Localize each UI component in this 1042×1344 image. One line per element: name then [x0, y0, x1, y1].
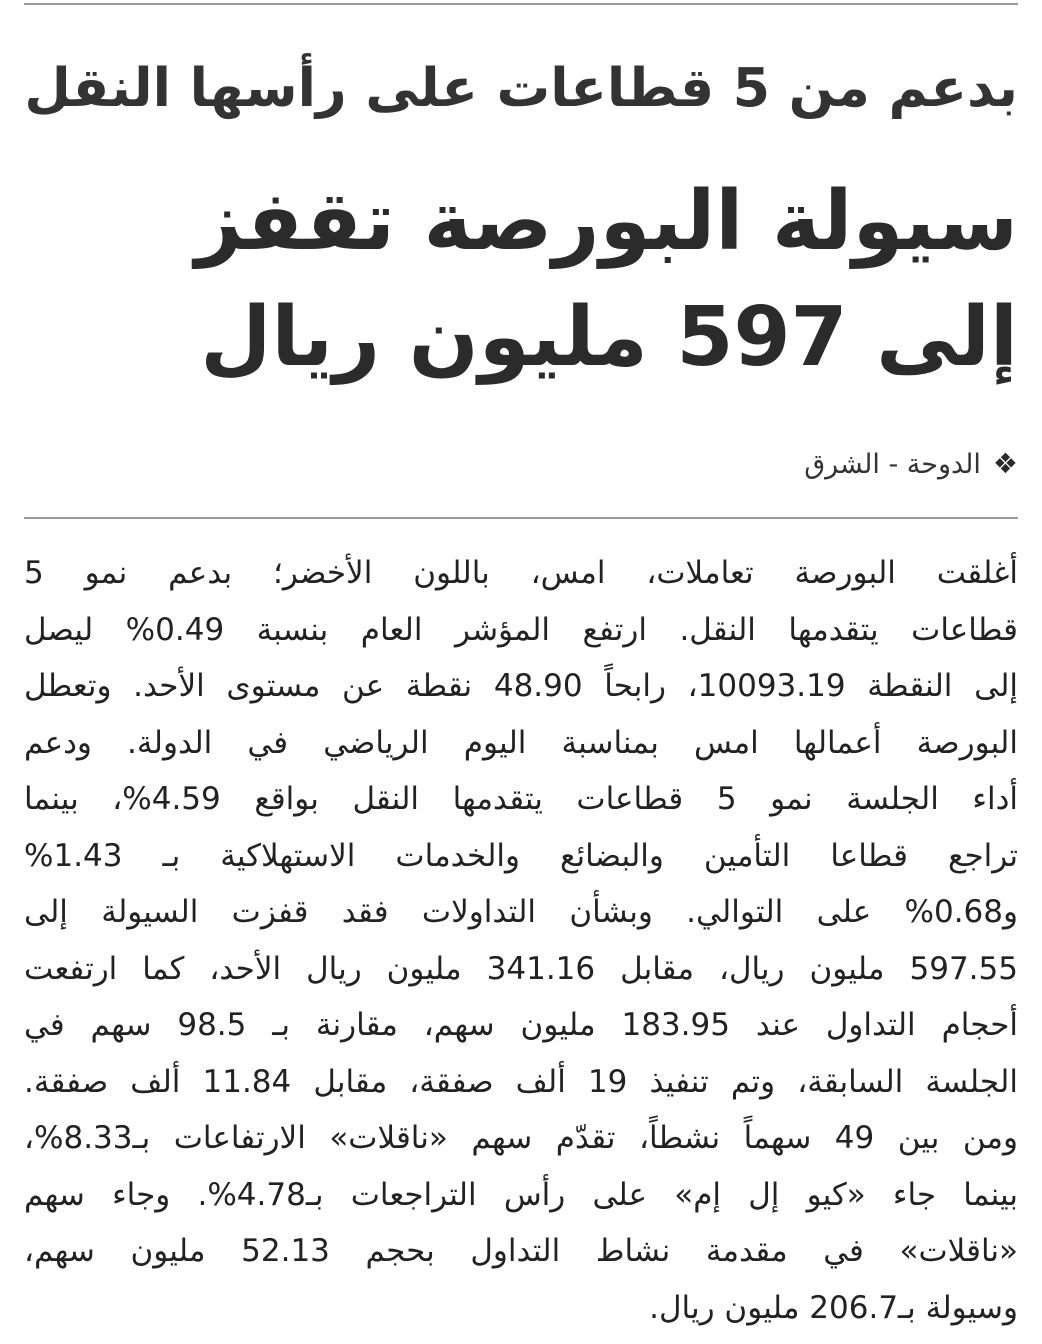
body-line: تراجع قطاعا التأمين والبضائع والخدمات الاستهلاكية بـ 1.43% — [24, 837, 1018, 874]
main-headline — [24, 164, 1018, 396]
article-body — [24, 545, 1018, 1336]
diamond-bullet-icon: ❖ — [992, 447, 1018, 480]
body-line: بينما جاء «كيو إل إم» على رأس التراجعات بـ4.78%. وجاء سهم — [24, 1176, 1018, 1213]
kicker-headline: بدعم من 5 قطاعات على رأسها النقل — [24, 56, 1018, 119]
body-line: «ناقلات» في مقدمة نشاط التداول بحجم 52.13 مليون سهم، — [24, 1233, 1018, 1269]
section-divider — [24, 517, 1018, 519]
body-line: قطاعات يتقدمها النقل. ارتفع المؤشر العام بنسبة 0.49% ليصل — [24, 611, 1018, 648]
headline-line-1: سيولة البورصة تقفز — [195, 174, 1018, 269]
body-line: و0.68% على التوالي. وبشأن التداولات فقد قفزت السيولة إلى — [24, 894, 1018, 930]
body-line: وسيولة بـ206.7 مليون ريال. — [649, 1289, 1018, 1326]
body-line: ومن بين 49 سهماً نشطاً، تقدّم سهم «ناقلات» الارتفاعات بـ8.33%، — [24, 1120, 1018, 1156]
body-line: أحجام التداول عند 183.95 مليون سهم، مقارنة بـ 98.5 سهم في — [24, 1007, 1018, 1043]
headline-line-2: إلى 597 مليون ريال — [200, 290, 1018, 385]
body-line: البورصة أعمالها امس بمناسبة اليوم الرياضي في الدولة. ودعم — [24, 724, 1018, 761]
body-line: أغلقت البورصة تعاملات، امس، باللون الأخضر؛ بدعم نمو 5 — [24, 555, 1018, 591]
body-line: أداء الجلسة نمو 5 قطاعات يتقدمها النقل بواقع 4.59%، بينما — [24, 781, 1019, 817]
body-line: الجلسة السابقة، وتم تنفيذ 19 ألف صفقة، مقابل 11.84 ألف صفقة. — [24, 1063, 1018, 1100]
news-article — [24, 0, 1018, 1344]
dateline-text: الدوحة - الشرق — [804, 449, 981, 480]
dateline — [804, 444, 1018, 485]
body-line: إلى النقطة 10093.19، رابحاً 48.90 نقطة عن مستوى الأحد. وتعطل — [24, 668, 1018, 704]
body-line: 597.55 مليون ريال، مقابل 341.16 مليون ريال الأحد، كما ارتفعت — [24, 950, 1018, 987]
